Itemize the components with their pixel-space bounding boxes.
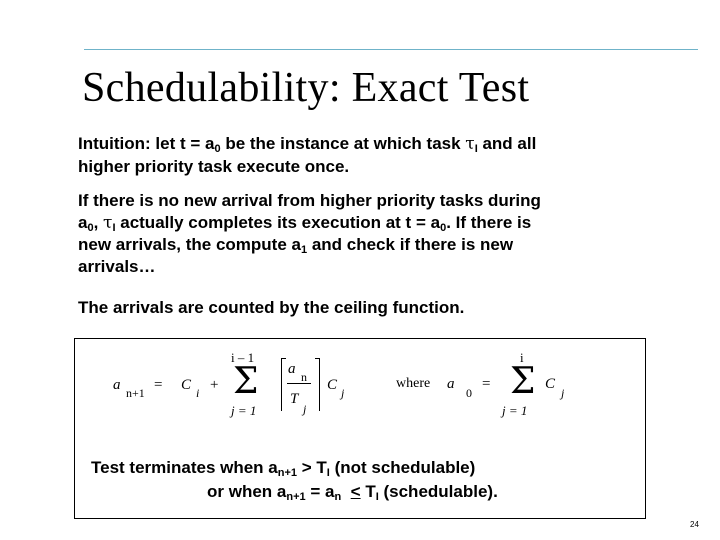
formula-subscript-n-plus-1: n+1 bbox=[126, 386, 145, 400]
formula-C: C bbox=[181, 377, 192, 393]
intuition-paragraph bbox=[78, 133, 678, 177]
sigma-lower-limit: j = 1 bbox=[231, 403, 257, 418]
formula-Cj-j: j bbox=[341, 386, 345, 400]
termination-text bbox=[341, 482, 350, 501]
formula-equals: = bbox=[154, 377, 163, 393]
arrival-text: and check if there is new bbox=[307, 235, 514, 254]
where-label: where bbox=[396, 376, 431, 391]
arrival-text: . If there is bbox=[446, 212, 532, 232]
title-rule bbox=[84, 49, 698, 50]
arrival-sub: 1 bbox=[300, 244, 308, 256]
formula-C2: C bbox=[545, 376, 556, 392]
formula-box bbox=[74, 338, 646, 519]
termination-text: (not schedulable) bbox=[329, 458, 476, 477]
termination-sub: n+1 bbox=[277, 467, 298, 479]
fraction-bar bbox=[287, 383, 311, 384]
tau-symbol: τ bbox=[103, 212, 113, 233]
termination-line-1 bbox=[91, 457, 475, 478]
arrival-text: a bbox=[78, 212, 88, 232]
intuition-line-2: higher priority task execute once. bbox=[78, 156, 350, 176]
formula-a: a bbox=[113, 377, 121, 393]
summation-icon-2: Σ bbox=[510, 361, 536, 402]
termination-sub: I bbox=[326, 467, 330, 479]
fraction-numerator-a: a bbox=[288, 361, 296, 377]
termination-text: > T bbox=[297, 458, 327, 477]
sigma2-lower-limit: j = 1 bbox=[502, 403, 528, 418]
fraction-denominator-j: j bbox=[303, 402, 307, 416]
intuition-text-1: Intuition: let t = a bbox=[78, 134, 215, 153]
ceiling-left-bracket bbox=[281, 358, 286, 411]
formula-plus: + bbox=[210, 377, 219, 393]
formula-C2-subscript: j bbox=[561, 386, 565, 400]
termination-text: = a bbox=[305, 482, 335, 501]
arrival-text: actually completes its execution at t = a bbox=[115, 212, 441, 232]
arrival-paragraph bbox=[78, 190, 678, 277]
sigma-upper-limit: i – 1 bbox=[231, 350, 255, 365]
fraction-numerator-n: n bbox=[301, 370, 307, 384]
summation-icon: Σ bbox=[233, 361, 259, 402]
arrival-text: , bbox=[93, 212, 104, 232]
arrival-sub: 0 bbox=[440, 221, 447, 234]
fraction-denominator-T: T bbox=[290, 391, 299, 407]
ceiling-right-bracket bbox=[315, 358, 320, 411]
formula-equals-2: = bbox=[482, 376, 491, 392]
arrival-line-1: If there is no new arrival from higher priority tasks during bbox=[78, 191, 541, 210]
intuition-sub-i: I bbox=[474, 143, 478, 155]
termination-text: Test terminates when a bbox=[91, 458, 278, 477]
termination-text: T bbox=[360, 482, 376, 501]
termination-sub: n bbox=[334, 491, 342, 503]
arrival-text: new arrivals, the compute a bbox=[78, 235, 301, 254]
formula-a0-subscript: 0 bbox=[466, 386, 472, 400]
intuition-text-2: be the instance at which task bbox=[220, 134, 466, 153]
termination-text: or when a bbox=[207, 482, 287, 501]
slide-title: Schedulability: Exact Test bbox=[82, 65, 530, 111]
formula-subscript-i: i bbox=[196, 386, 200, 400]
termination-line-2 bbox=[207, 481, 498, 502]
termination-sub: I bbox=[375, 491, 379, 503]
page-number: 24 bbox=[690, 520, 699, 529]
arrival-line-4: arrivals… bbox=[78, 256, 156, 276]
sigma2-upper-limit: i bbox=[520, 350, 524, 365]
intuition-sub-0: 0 bbox=[214, 143, 221, 155]
formula-a0-a: a bbox=[447, 376, 455, 392]
termination-sub: n+1 bbox=[286, 491, 306, 503]
arrival-sub: 0 bbox=[87, 221, 94, 234]
tau-symbol: τ bbox=[465, 134, 475, 154]
formula-Cj-C: C bbox=[327, 377, 338, 393]
arrival-sub: I bbox=[112, 221, 116, 234]
intuition-text-3: and all bbox=[477, 134, 537, 153]
less-equal-symbol: < bbox=[350, 482, 361, 501]
termination-text: (schedulable). bbox=[378, 482, 498, 501]
ceiling-note: The arrivals are counted by the ceiling function. bbox=[78, 298, 465, 317]
